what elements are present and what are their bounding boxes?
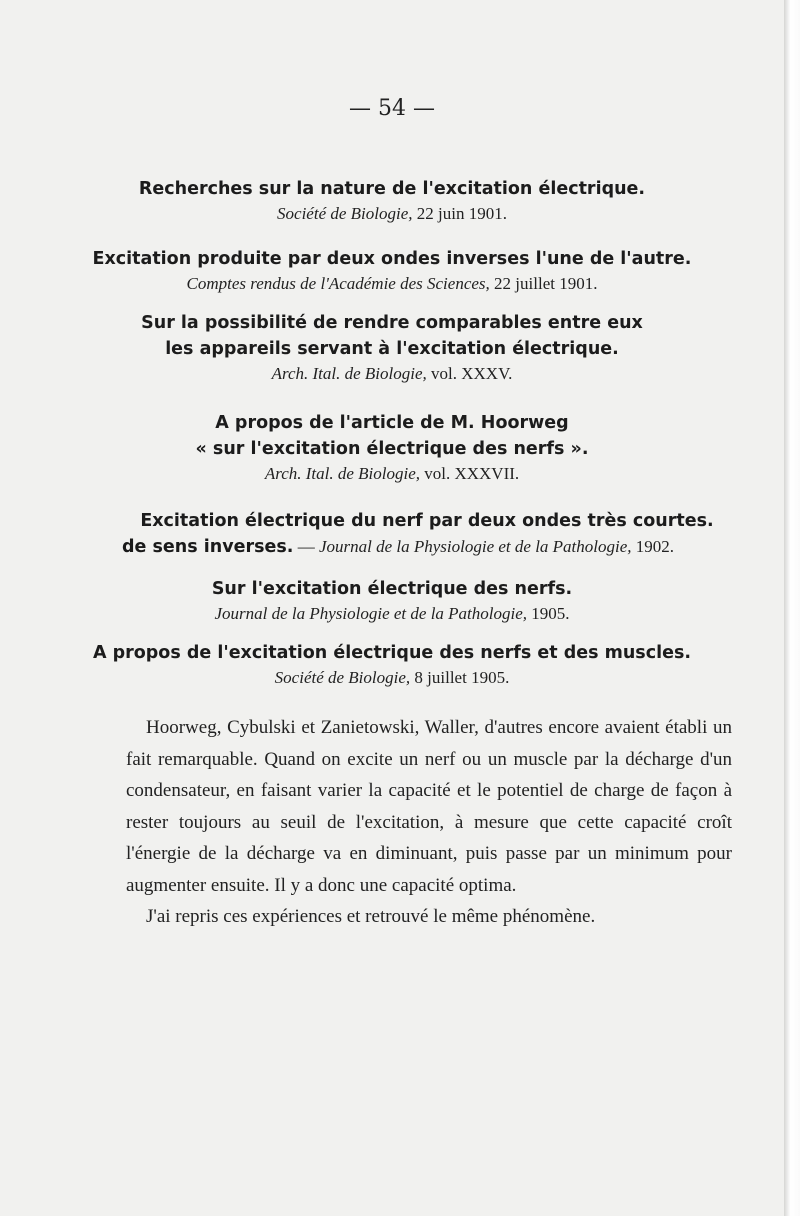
entry-title: Recherches sur la nature de l'excitation électrique. xyxy=(138,179,646,199)
entry-title-line: A propos de l'article de M. Hoorweg xyxy=(215,413,569,433)
entry-title: Sur l'excitation électrique des nerfs. xyxy=(211,579,573,599)
paragraph: Hoorweg, Cybulski et Zanietowski, Waller, d'autres encore avaient établi un fait remarquable. Quand on excite un nerf ou un muscle par la décharge d'un condensateur, en faisant varier la capacité et le potentiel de charge de façon à rester toujours au seuil de l'excitation, à mesure que cette capacité croît l'énergie de la décharge va en diminuant, puis passe par un minimum pour augmenter ensuite. Il y a donc une capacité optima. xyxy=(126,717,732,896)
page-number: — 54 — xyxy=(349,96,435,121)
citation-source: Journal de la Physiologie et de la Pathologie, xyxy=(318,537,632,556)
citation-source: Comptes rendus de l'Académie des Sciences, xyxy=(186,274,490,293)
citation-date: 22 juillet 1901. xyxy=(489,274,598,293)
citation-volume: vol. XXXVII. xyxy=(420,464,520,483)
bibliography-entry xyxy=(0,410,784,486)
citation-date: 1902. xyxy=(631,537,675,556)
bibliography-entry xyxy=(122,508,732,560)
entry-title: Excitation produite par deux ondes inverses l'une de l'autre. xyxy=(92,249,692,269)
entry-citation xyxy=(0,602,784,626)
entry-citation xyxy=(0,362,784,386)
paragraph: J'ai repris ces expériences et retrouvé le même phénomène. xyxy=(146,906,596,927)
citation-date: 8 juillet 1905. xyxy=(410,668,510,687)
bibliography-entry xyxy=(0,640,784,690)
entry-title-line: « sur l'excitation électrique des nerfs ». xyxy=(195,439,589,459)
bibliography-entry xyxy=(0,246,784,296)
citation-source: Arch. Ital. de Biologie, xyxy=(271,364,427,383)
citation-date: 22 juin 1901. xyxy=(412,204,507,223)
bibliography-entry xyxy=(0,576,784,626)
citation-volume: vol. XXXV. xyxy=(426,364,513,383)
citation-source: Journal de la Physiologie et de la Pathologie, xyxy=(214,604,528,623)
entry-title: A propos de l'excitation électrique des nerfs et des muscles. xyxy=(92,643,692,663)
citation-source: Arch. Ital. de Biologie, xyxy=(264,464,420,483)
page-edge-shadow xyxy=(784,0,800,1216)
bibliography-entry xyxy=(0,176,784,226)
entry-citation xyxy=(0,666,784,690)
bibliography-entry xyxy=(0,310,784,386)
body-text xyxy=(126,712,732,933)
entry-citation xyxy=(0,202,784,226)
entry-title-line-with-citation xyxy=(122,534,732,560)
citation-source: Société de Biologie, xyxy=(274,668,411,687)
citation-date: 1905. xyxy=(527,604,570,623)
citation-dash: — xyxy=(293,537,319,556)
citation-source: Société de Biologie, xyxy=(277,204,413,223)
entry-title-line: Excitation électrique du nerf par deux ondes très courtes. xyxy=(140,511,714,531)
entry-title-line: de sens inverses. xyxy=(122,537,294,557)
entry-citation xyxy=(0,272,784,296)
entry-citation xyxy=(0,462,784,486)
entry-title-line: Sur la possibilité de rendre comparables entre eux xyxy=(141,313,643,333)
entry-title-line: les appareils servant à l'excitation électrique. xyxy=(165,339,619,359)
